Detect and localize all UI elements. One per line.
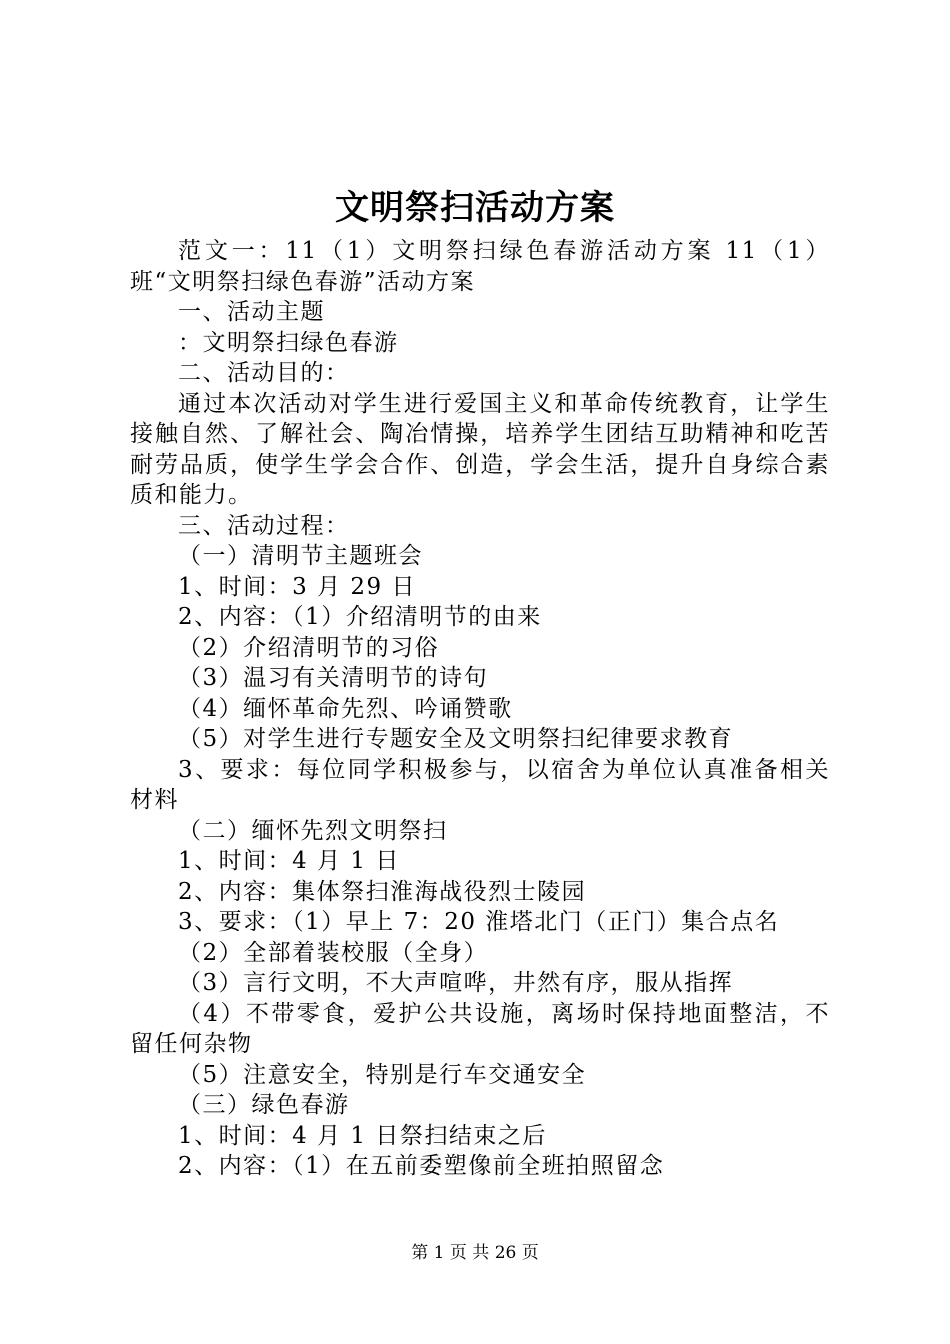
body-paragraph: （4）缅怀革命先烈、吟诵赞歌: [178, 695, 513, 722]
body-paragraph: 2、内容：集体祭扫淮海战役烈士陵园: [178, 878, 587, 905]
body-paragraph: 3、要求：（1）早上 7：20 淮塔北门（正门）集合点名: [178, 909, 780, 935]
body-paragraph: （2）介绍清明节的习俗: [178, 634, 440, 661]
body-paragraph: （3）温习有关清明节的诗句: [178, 665, 489, 691]
body-paragraph: ：文明祭扫绿色春游: [178, 329, 399, 356]
body-paragraph: 1、时间：4 月 1 日: [178, 848, 400, 874]
body-paragraph: 1、时间：3 月 29 日: [178, 573, 416, 600]
page-footer: 第 1 页 共 26 页: [411, 1243, 539, 1263]
body-paragraph: （三）绿色春游: [178, 1092, 350, 1118]
body-paragraph: 通过本次活动对学生进行爱国主义和革命传统教育，让学生接触自然、了解社会、陶冶情操，培养学生团结互助精神和吃苦耐劳品质，使学生学会合作、创造，学会生活，提升自身综合素质和能力。: [130, 390, 830, 508]
body-paragraph: （5）注意安全，特别是行车交通安全: [178, 1061, 587, 1088]
body-paragraph: 三、活动过程：: [178, 512, 350, 539]
body-paragraph: 范文一：11（1）文明祭扫绿色春游活动方案 11（1）班“文明祭扫绿色春游”活动方案: [130, 238, 830, 295]
body-paragraph: 2、内容：（1）介绍清明节的由来: [178, 604, 542, 630]
body-paragraph: （2）全部着装校服（全身）: [178, 939, 489, 966]
body-paragraph: （4）不带零食，爱护公共设施，离场时保持地面整洁，不留任何杂物: [130, 1000, 830, 1057]
body-paragraph: （二）缅怀先烈文明祭扫: [178, 817, 448, 844]
body-paragraph: 3、要求：每位同学积极参与，以宿舍为单位认真准备相关材料: [130, 756, 830, 813]
body-paragraph: 1、时间：4 月 1 日祭扫结束之后: [178, 1122, 547, 1149]
body-paragraph: （3）言行文明，不大声喧哗，井然有序，服从指挥: [178, 970, 734, 996]
document-title: 文明祭扫活动方案: [335, 188, 615, 228]
body-paragraph: （一）清明节主题班会: [178, 543, 423, 569]
body-paragraph: 二、活动目的：: [178, 360, 350, 386]
body-paragraph: 2、内容：（1）在五前委塑像前全班拍照留念: [178, 1153, 665, 1179]
body-paragraph: （5）对学生进行专题安全及文明祭扫纪律要求教育: [178, 726, 734, 752]
document-body: [130, 236, 830, 1182]
body-paragraph: 一、活动主题: [178, 299, 325, 325]
